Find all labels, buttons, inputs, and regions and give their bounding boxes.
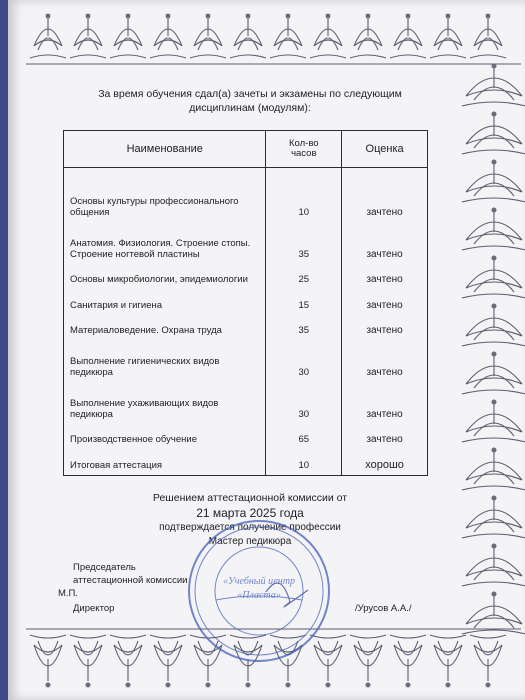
- organization-stamp: [186, 518, 332, 664]
- discipline-grade: зачтено: [342, 315, 428, 340]
- discipline-name: Анатомия. Физиология. Строение стопы. Строение ногтевой пластины: [64, 222, 266, 264]
- discipline-grade: зачтено: [342, 424, 428, 449]
- discipline-hours: 15: [266, 289, 342, 314]
- discipline-hours: 35: [266, 315, 342, 340]
- discipline-name: Производственное обучение: [64, 424, 266, 449]
- header-hours: [266, 131, 342, 168]
- decision-confirmation: подтверждается получение профессии: [159, 522, 341, 533]
- table-row: [64, 424, 428, 449]
- discipline-grade: хорошо: [342, 449, 428, 475]
- stamp-text-line-2: «Пласта»: [237, 590, 281, 601]
- intro-text: [80, 87, 420, 115]
- table-row: [64, 315, 428, 340]
- discipline-grade: зачтено: [342, 340, 428, 382]
- discipline-name: Основы культуры профессионального общения: [64, 168, 266, 223]
- discipline-hours: 35: [266, 222, 342, 264]
- profession-name: Мастер педикюра: [208, 536, 292, 547]
- decision-date: 21 марта 2025 года: [196, 506, 304, 520]
- discipline-name: Санитария и гигиена: [64, 289, 266, 314]
- discipline-name: Выполнение гигиенических видов педикюра: [64, 340, 266, 382]
- discipline-name: Итоговая аттестация: [64, 449, 266, 475]
- table-row: [64, 382, 428, 424]
- discipline-grade: зачтено: [342, 264, 428, 289]
- intro-line-2: дисциплинам (модулям):: [189, 102, 311, 114]
- discipline-grade: зачтено: [342, 382, 428, 424]
- right-ornament-border: [460, 60, 525, 640]
- table-row: [64, 449, 428, 475]
- discipline-hours: 65: [266, 424, 342, 449]
- discipline-hours: 30: [266, 340, 342, 382]
- discipline-hours: 25: [266, 264, 342, 289]
- header-hours-line-1: Кол-во: [289, 138, 319, 149]
- header-hours-line-2: часов: [291, 148, 317, 159]
- table-row: [64, 168, 428, 223]
- discipline-grade: зачтено: [342, 222, 428, 264]
- discipline-grade: зачтено: [342, 289, 428, 314]
- decision-line: Решением аттестационной комиссии от: [152, 492, 348, 504]
- chair-commission: аттестационной комиссии: [73, 575, 188, 586]
- table-row: [64, 222, 428, 264]
- table-header-row: [64, 131, 428, 168]
- chair-title: Председатель: [73, 562, 136, 573]
- director-name: /Урусов А.А./: [355, 603, 412, 614]
- header-grade: Оценка: [342, 131, 428, 168]
- header-name: Наименование: [64, 131, 266, 168]
- intro-line-1: За время обучения сдал(а) зачеты и экзамены по следующим: [98, 88, 402, 100]
- discipline-name: Материаловедение. Охрана труда: [64, 315, 266, 340]
- table-row: [64, 289, 428, 314]
- discipline-name: Выполнение ухаживающих видов педикюра: [64, 382, 266, 424]
- seal-place-label: М.П.: [58, 588, 79, 599]
- discipline-hours: 30: [266, 382, 342, 424]
- top-ornament-border: [26, 6, 521, 68]
- director-title: Директор: [73, 603, 115, 614]
- table-row: [64, 340, 428, 382]
- discipline-name: Основы микробиологии, эпидемиологии: [64, 264, 266, 289]
- discipline-hours: 10: [266, 168, 342, 223]
- stamp-text-line-1: «Учебный центр: [223, 576, 295, 587]
- table-row: [64, 264, 428, 289]
- discipline-hours: 10: [266, 449, 342, 475]
- discipline-grade: зачтено: [342, 168, 428, 223]
- disciplines-table: [63, 130, 428, 476]
